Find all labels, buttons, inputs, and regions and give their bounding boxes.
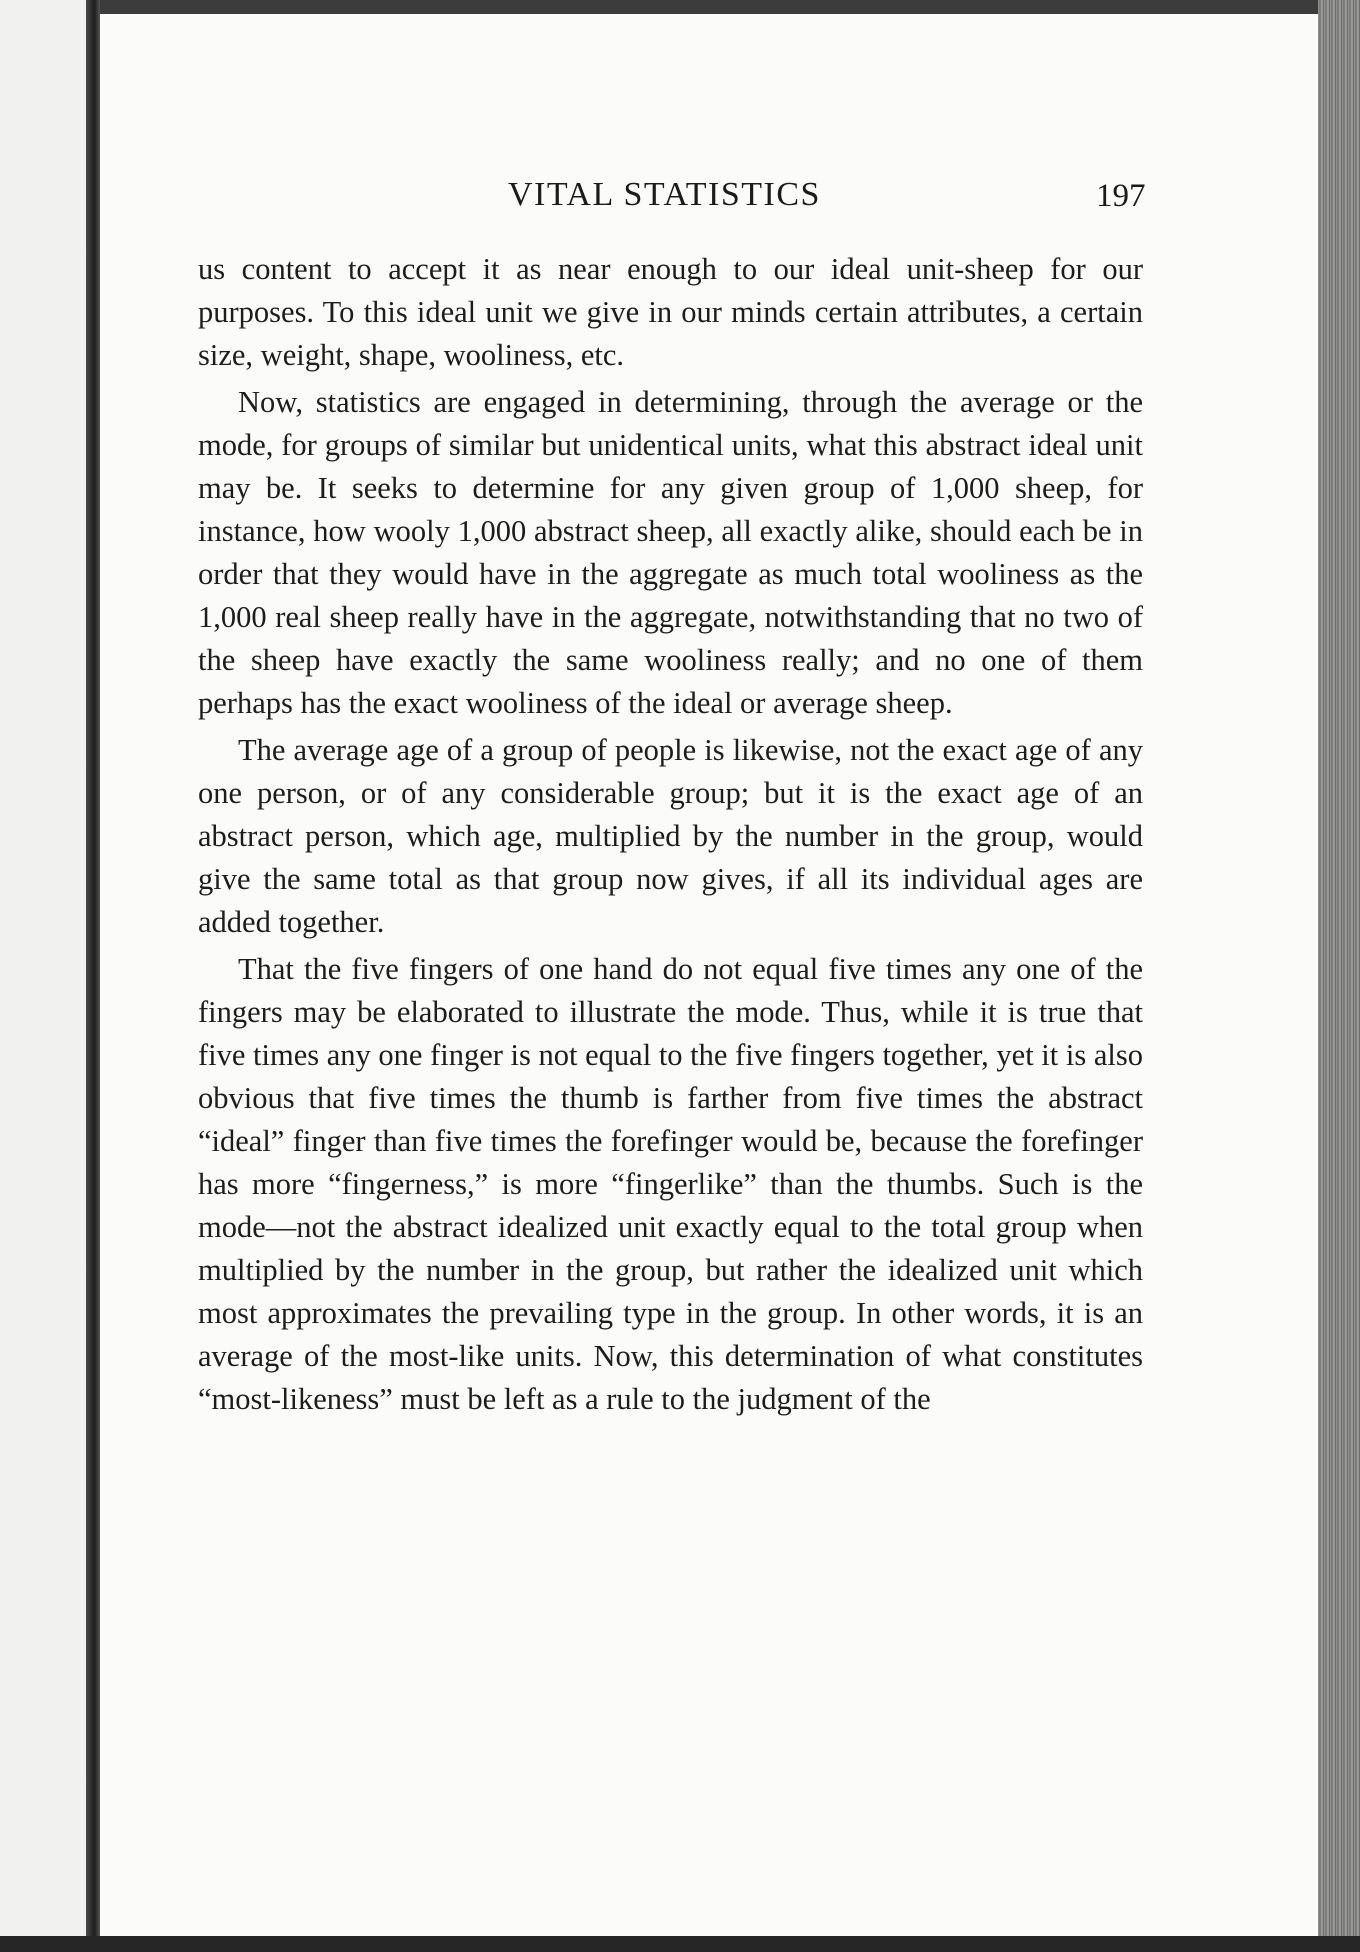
paragraph-continued: us content to accept it as near enough to our ideal unit-sheep for our purposes. To this ideal unit we give in our minds certain attributes, a certain size, weight, shape, wooliness, etc.: [198, 252, 1143, 372]
book-gutter: [86, 0, 100, 1952]
running-header: [100, 176, 1318, 226]
facing-page-edge: [0, 0, 90, 1952]
paragraph: The average age of a group of people is likewise, not the exact age of any one person, or of any considerable group; but it is the exact age of an abstract person, which age, multiplied by the number in the group, would give the same total as that group now gives, if all its individual ages are added together.: [198, 733, 1143, 939]
running-title: VITAL STATISTICS: [508, 176, 821, 213]
paragraph: That the five fingers of one hand do not equal five times any one of the fingers may be elaborated to illustrate the mode. Thus, while it is true that five times any one finger is not equal to the five fingers together, yet it is also obvious that five times the thumb is farther from five times the abstract “ideal” finger than five times the forefinger would be, because the forefinger has more “fingerness,” is more “fingerlike” than the thumbs. Such is the mode—not the abstract idealized unit exactly equal to the total group when multiplied by the number in the group, but rather the idealized unit which most approximates the prevailing type in the group. In other words, it is an average of the most-like units. Now, this determination of what constitutes “most-likeness” must be left as a rule to the judgment of the: [198, 952, 1143, 1416]
page-number: 197: [1096, 178, 1146, 214]
scan-top-border: [100, 0, 1360, 14]
scan-bottom-border: [0, 1936, 1360, 1952]
body-text: [198, 248, 1143, 1425]
page-stack-edge: [1318, 0, 1360, 1952]
paragraph: Now, statistics are engaged in determining, through the average or the mode, for groups of similar but unidentical units, what this abstract ideal unit may be. It seeks to determine for any given group of 1,000 sheep, for instance, how wooly 1,000 abstract sheep, all exactly alike, should each be in order that they would have in the aggregate as much total wooliness as the 1,000 real sheep really have in the aggregate, notwithstanding that no two of the sheep have exactly the same wooliness really; and no one of them perhaps has the exact wooliness of the ideal or average sheep.: [198, 385, 1143, 720]
